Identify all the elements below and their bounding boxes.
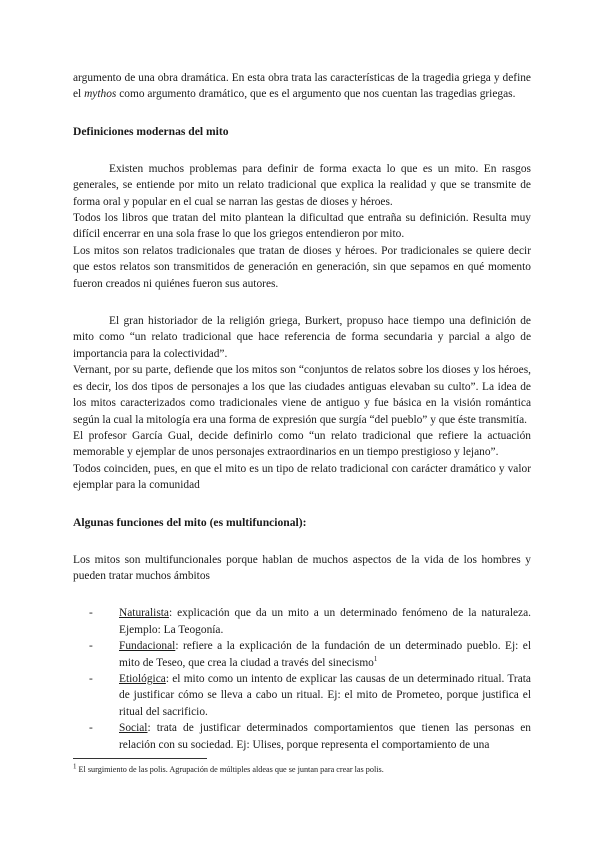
list-text: : refiere a la explicación de la fundación de un determinado pueblo. Ej: el mito de Teseo, que crea la ciudad a través del sinecismo bbox=[119, 640, 531, 669]
list-text: : el mito como un intento de explicar las causas de un determinado ritual. Trata de justificar cómo se lleva a cabo un ritual. Ej: el mito de Prometeo, porque justifica el ritual del sacrificio. bbox=[119, 672, 531, 718]
footnote-mark: 1 bbox=[73, 762, 77, 771]
paragraph: Todos coinciden, pues, en que el mito es un tipo de relato tradicional con carácter dramático y valor ejemplar para la comunidad bbox=[73, 462, 531, 492]
footnote-reference[interactable]: 1 bbox=[373, 654, 378, 663]
list-text: : explicación que da un mito a un determinado fenómeno de la naturaleza. Ejemplo: La Teogonía. bbox=[119, 607, 531, 636]
intro-text-post: como argumento dramático, que es el argumento que nos cuentan las tragedias griegas. bbox=[116, 88, 516, 101]
list-term: Naturalista bbox=[119, 607, 169, 620]
list-item bbox=[89, 605, 531, 638]
footnote-separator bbox=[73, 758, 207, 759]
list-term: Fundacional bbox=[119, 640, 176, 653]
paragraph: El profesor García Gual, decide definirlo como “un relato tradicional que refiere la actuación memorable y ejemplar de unos personajes extraordinarios en un tiempo prestigioso y lejano”. bbox=[73, 429, 531, 459]
list-dash: - bbox=[89, 722, 93, 735]
footnote bbox=[73, 764, 533, 775]
section-heading-functions: Algunas funciones del mito (es multifuncional): bbox=[73, 515, 307, 529]
list-term: Social bbox=[119, 722, 148, 735]
list-dash: - bbox=[89, 672, 93, 685]
list-item bbox=[89, 671, 531, 720]
intro-italic-term: mythos bbox=[84, 88, 117, 101]
functions-list bbox=[73, 605, 531, 753]
paragraph: Vernant, por su parte, defiende que los mitos son “conjuntos de relatos sobre los dioses y los héroes, es decir, los dos tipos de personajes a los que las ciudades antiguas elevaban su culto”. La idea de los mitos caracterizados como tradicionales viene de antiguo y fue básica en la visión romántica según la cual la mitología era una forma de expresión que surgía “del pueblo” y que éste transmitía. bbox=[73, 364, 531, 426]
list-item bbox=[89, 638, 531, 671]
section-heading-definitions: Definiciones modernas del mito bbox=[73, 124, 229, 138]
list-dash: - bbox=[89, 607, 93, 620]
list-term: Etiológica bbox=[119, 672, 166, 685]
document-body bbox=[73, 70, 531, 753]
paragraph: Los mitos son multifuncionales porque hablan de muchos aspectos de la vida de los hombres y pueden tratar muchos ámbitos bbox=[73, 553, 531, 582]
paragraph: Los mitos son relatos tradicionales que tratan de dioses y héroes. Por tradicionales se quiere decir que estos relatos son transmitidos de generación en generación, sin que sepamos en qué momento fueron creados ni quiénes fueron sus autores. bbox=[73, 244, 531, 290]
paragraph: El gran historiador de la religión griega, Burkert, propuso hace tiempo una definición de mito como “un relato tradicional que hace referencia de forma secundaria y parcial a algo de importancia para la colectividad”. bbox=[73, 315, 531, 360]
intro-paragraph bbox=[73, 70, 531, 103]
paragraph: Todos los libros que tratan del mito plantean la dificultad que entraña su definición. Resulta muy difícil encerrar en una sola frase lo que los griegos entendieron por mito. bbox=[73, 212, 531, 241]
list-dash: - bbox=[89, 640, 93, 653]
paragraph: Existen muchos problemas para definir de forma exacta lo que es un mito. En rasgos generales, se entiende por mito un relato tradicional que explica la realidad y que se transmite de forma oral y popular en el cual se narran las gestas de dioses y héroes. bbox=[73, 162, 531, 208]
list-text: : trata de justificar determinados comportamientos que tienen las personas en relación con su sociedad. Ej: Ulises, porque representa el comportamiento de una bbox=[119, 722, 531, 751]
intro-text-pre: argumento de una obra dramática. En esta obra trata las características de la tragedia griega y define el bbox=[73, 72, 531, 101]
footnote-text: El surgimiento de las polis. Agrupación de múltiples aldeas que se juntan para crear las polis. bbox=[76, 765, 384, 774]
list-item bbox=[89, 720, 531, 753]
